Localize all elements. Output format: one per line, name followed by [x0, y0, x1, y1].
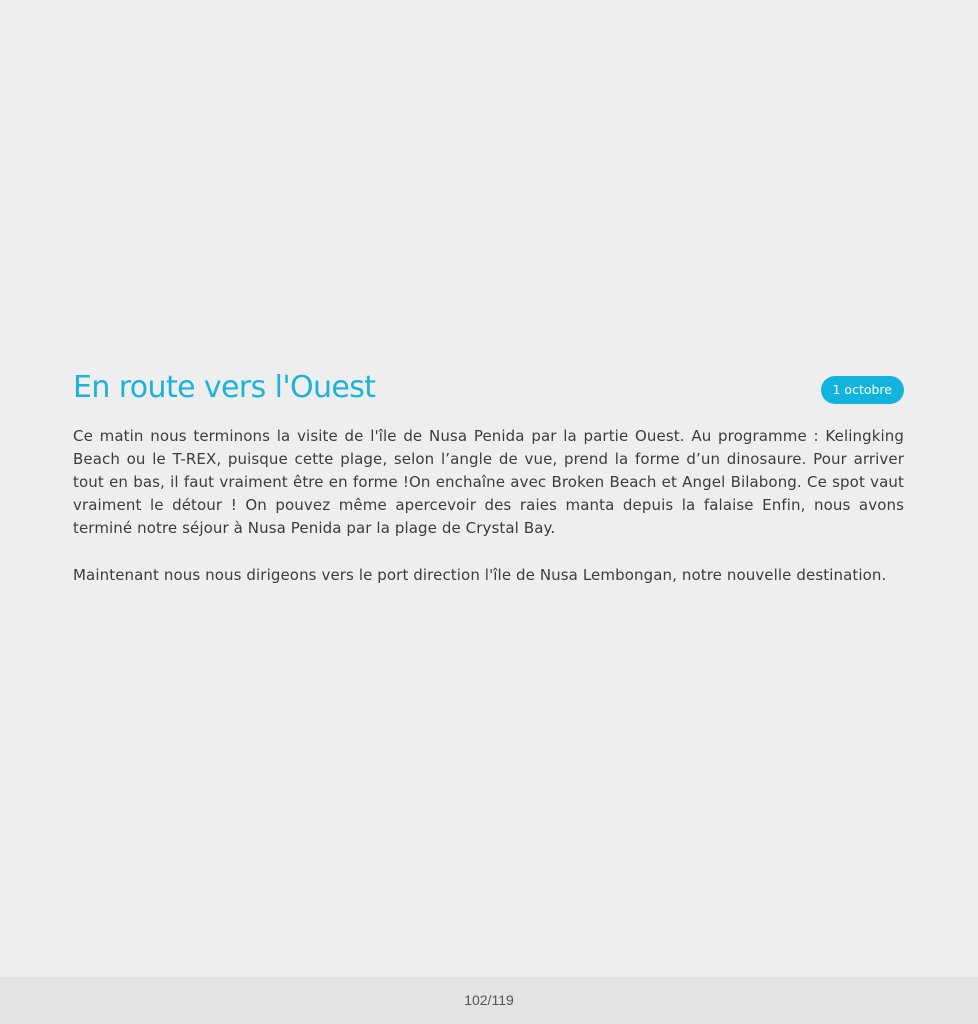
footer-bar [0, 977, 978, 1024]
article-title: En route vers l'Ouest [73, 370, 376, 405]
page-counter: 102/119 [464, 992, 514, 1008]
article-paragraph: Maintenant nous nous dirigeons vers le port direction l'île de Nusa Lembongan, notre nouvelle destination. [73, 566, 887, 584]
article-header [73, 368, 904, 416]
article-body [73, 425, 904, 587]
article-entry [73, 368, 904, 587]
date-badge: 1 octobre [821, 376, 905, 404]
article-paragraph: Ce matin nous terminons la visite de l'île de Nusa Penida par la partie Ouest. Au programme : Kelingking Beach ou le T-REX, puisque cette plage, selon l’angle de vue, prend la forme d’un dinosaure. Pour arriver tout en bas, il faut vraiment être en forme !On enchaîne avec Broken Beach et Angel Bilabong. Ce spot vaut vraiment le détour ! On pouvez même apercevoir des raies manta depuis la falaise Enfin, nous avons terminé notre séjour à Nusa Penida par la plage de Crystal Bay. [73, 427, 904, 537]
